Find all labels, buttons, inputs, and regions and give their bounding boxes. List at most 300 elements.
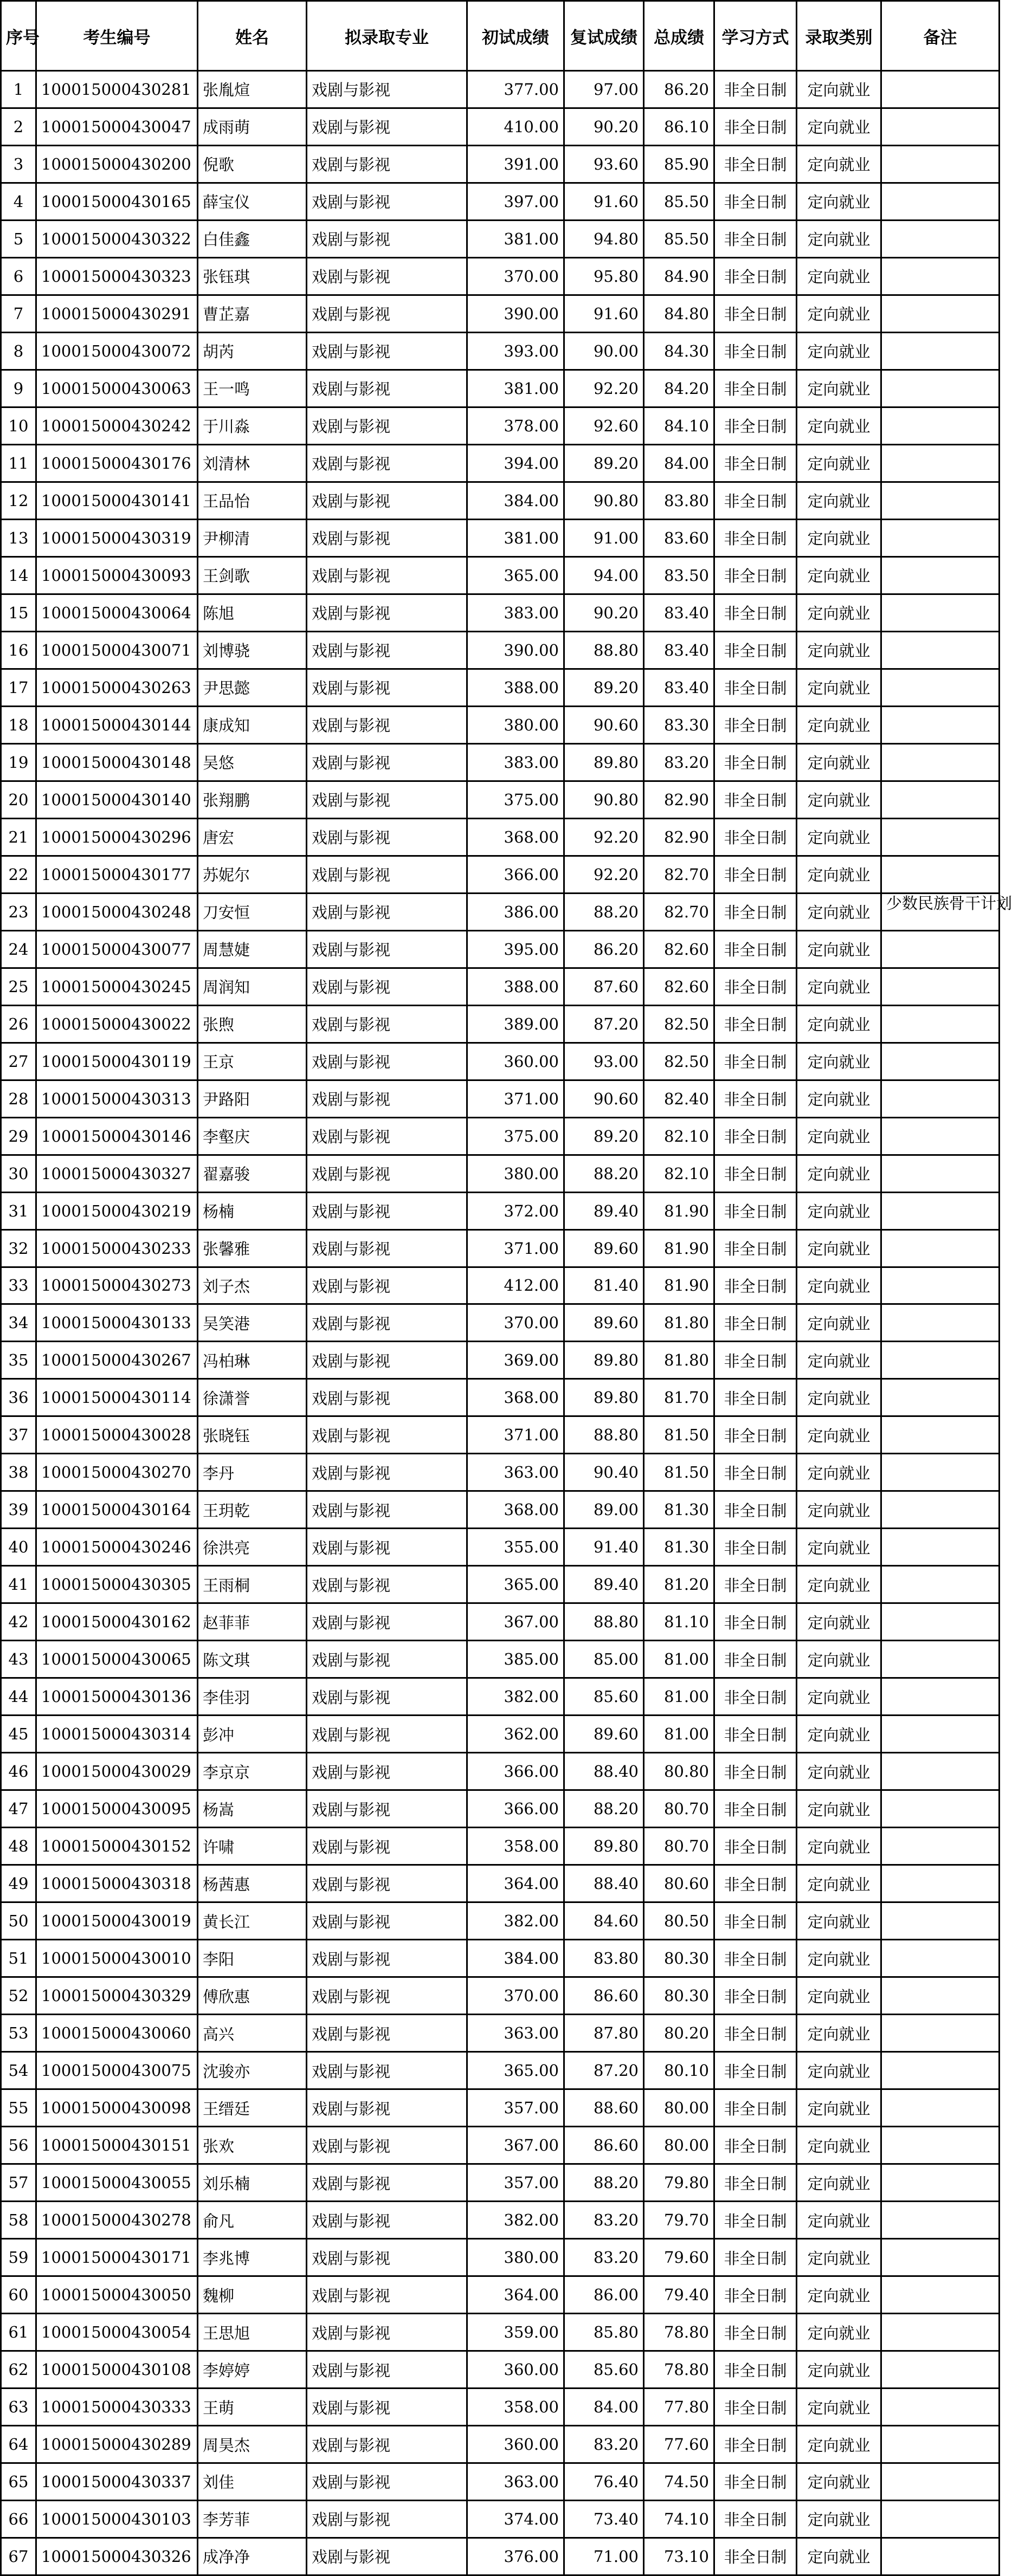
- cell-candidate-id: 100015000430063: [36, 370, 198, 407]
- cell-study-mode: 非全日制: [714, 2314, 797, 2351]
- cell-prelim-score: 370.00: [467, 257, 564, 295]
- cell-candidate-id: 100015000430246: [36, 1529, 198, 1566]
- cell-note: [881, 1753, 1000, 1790]
- cell-candidate-id: 100015000430323: [36, 257, 198, 295]
- table-row: [1, 482, 1000, 519]
- cell-category: 定向就业: [797, 295, 881, 332]
- cell-note: [881, 519, 1000, 556]
- table-row: [1, 519, 1000, 556]
- cell-prelim-score: 365.00: [467, 2052, 564, 2089]
- cell-study-mode: 非全日制: [714, 1005, 797, 1043]
- cell-major: 戏剧与影视: [307, 893, 467, 930]
- cell-candidate-id: 100015000430093: [36, 556, 198, 594]
- cell-candidate-id: 100015000430273: [36, 1267, 198, 1304]
- cell-total-score: 80.00: [644, 2089, 714, 2127]
- cell-category: 定向就业: [797, 482, 881, 519]
- cell-total-score: 83.40: [644, 631, 714, 669]
- cell-name: 李佳羽: [198, 1678, 307, 1716]
- cell-prelim-score: 367.00: [467, 1603, 564, 1641]
- cell-total-score: 80.50: [644, 1902, 714, 1940]
- cell-note: [881, 1192, 1000, 1229]
- cell-seq: 51: [1, 1940, 36, 1977]
- cell-retest-score: 89.80: [564, 1342, 644, 1379]
- table-row: [1, 2351, 1000, 2389]
- table-row: [1, 332, 1000, 370]
- cell-total-score: 81.70: [644, 1379, 714, 1416]
- cell-category: 定向就业: [797, 1379, 881, 1416]
- cell-category: 定向就业: [797, 968, 881, 1005]
- cell-study-mode: 非全日制: [714, 2389, 797, 2426]
- cell-prelim-score: 377.00: [467, 71, 564, 108]
- cell-seq: 60: [1, 2276, 36, 2314]
- cell-candidate-id: 100015000430296: [36, 818, 198, 856]
- cell-note: [881, 332, 1000, 370]
- cell-total-score: 85.50: [644, 183, 714, 220]
- cell-name: 杨嵩: [198, 1790, 307, 1828]
- cell-total-score: 83.30: [644, 706, 714, 743]
- cell-study-mode: 非全日制: [714, 1828, 797, 1865]
- cell-candidate-id: 100015000430077: [36, 930, 198, 968]
- cell-candidate-id: 100015000430054: [36, 2314, 198, 2351]
- cell-seq: 54: [1, 2052, 36, 2089]
- cell-prelim-score: 380.00: [467, 2239, 564, 2276]
- cell-candidate-id: 100015000430133: [36, 1304, 198, 1342]
- cell-study-mode: 非全日制: [714, 968, 797, 1005]
- cell-note: [881, 1902, 1000, 1940]
- cell-candidate-id: 100015000430071: [36, 631, 198, 669]
- cell-note: [881, 108, 1000, 145]
- cell-prelim-score: 358.00: [467, 2389, 564, 2426]
- cell-note: [881, 220, 1000, 257]
- cell-candidate-id: 100015000430219: [36, 1192, 198, 1229]
- cell-seq: 16: [1, 631, 36, 669]
- cell-retest-score: 91.00: [564, 519, 644, 556]
- header-retest-score: 复试成绩: [564, 1, 644, 71]
- cell-study-mode: 非全日制: [714, 220, 797, 257]
- cell-name: 刘佳: [198, 2463, 307, 2501]
- cell-prelim-score: 381.00: [467, 519, 564, 556]
- cell-study-mode: 非全日制: [714, 743, 797, 781]
- cell-note: [881, 1641, 1000, 1678]
- cell-prelim-score: 380.00: [467, 1155, 564, 1192]
- cell-total-score: 79.40: [644, 2276, 714, 2314]
- cell-candidate-id: 100015000430060: [36, 2015, 198, 2052]
- table-row: [1, 108, 1000, 145]
- table-row: [1, 1603, 1000, 1641]
- cell-name: 张煦: [198, 1005, 307, 1043]
- cell-name: 赵菲菲: [198, 1603, 307, 1641]
- cell-prelim-score: 358.00: [467, 1828, 564, 1865]
- cell-seq: 50: [1, 1902, 36, 1940]
- cell-major: 戏剧与影视: [307, 2389, 467, 2426]
- cell-prelim-score: 397.00: [467, 183, 564, 220]
- cell-prelim-score: 395.00: [467, 930, 564, 968]
- cell-prelim-score: 360.00: [467, 1043, 564, 1080]
- cell-note: [881, 1603, 1000, 1641]
- cell-seq: 24: [1, 930, 36, 968]
- cell-seq: 2: [1, 108, 36, 145]
- cell-name: 曹芷嘉: [198, 295, 307, 332]
- cell-note: [881, 2538, 1000, 2575]
- cell-seq: 13: [1, 519, 36, 556]
- cell-category: 定向就业: [797, 2463, 881, 2501]
- cell-study-mode: 非全日制: [714, 2052, 797, 2089]
- cell-major: 戏剧与影视: [307, 145, 467, 183]
- cell-study-mode: 非全日制: [714, 2164, 797, 2202]
- cell-category: 定向就业: [797, 2015, 881, 2052]
- cell-total-score: 83.60: [644, 519, 714, 556]
- cell-study-mode: 非全日制: [714, 2015, 797, 2052]
- cell-retest-score: 93.00: [564, 1043, 644, 1080]
- header-candidate-id: 考生编号: [36, 1, 198, 71]
- cell-name: 王剑歌: [198, 556, 307, 594]
- cell-candidate-id: 100015000430119: [36, 1043, 198, 1080]
- cell-total-score: 81.00: [644, 1716, 714, 1753]
- cell-candidate-id: 100015000430289: [36, 2426, 198, 2463]
- table-header: [1, 1, 1000, 71]
- header-name: 姓名: [198, 1, 307, 71]
- cell-major: 戏剧与影视: [307, 2314, 467, 2351]
- cell-seq: 53: [1, 2015, 36, 2052]
- cell-note: [881, 856, 1000, 893]
- cell-seq: 30: [1, 1155, 36, 1192]
- cell-category: 定向就业: [797, 1529, 881, 1566]
- cell-major: 戏剧与影视: [307, 1790, 467, 1828]
- cell-study-mode: 非全日制: [714, 444, 797, 482]
- cell-retest-score: 85.00: [564, 1641, 644, 1678]
- cell-prelim-score: 363.00: [467, 2015, 564, 2052]
- cell-retest-score: 91.60: [564, 295, 644, 332]
- cell-total-score: 81.20: [644, 1566, 714, 1603]
- cell-name: 周慧婕: [198, 930, 307, 968]
- cell-category: 定向就业: [797, 1566, 881, 1603]
- cell-seq: 8: [1, 332, 36, 370]
- cell-category: 定向就业: [797, 1828, 881, 1865]
- cell-study-mode: 非全日制: [714, 257, 797, 295]
- cell-category: 定向就业: [797, 1043, 881, 1080]
- cell-category: 定向就业: [797, 1790, 881, 1828]
- cell-note: [881, 1940, 1000, 1977]
- cell-major: 戏剧与影视: [307, 519, 467, 556]
- cell-candidate-id: 100015000430140: [36, 781, 198, 818]
- cell-retest-score: 89.60: [564, 1229, 644, 1267]
- cell-candidate-id: 100015000430248: [36, 893, 198, 930]
- cell-major: 戏剧与影视: [307, 743, 467, 781]
- cell-name: 吴悠: [198, 743, 307, 781]
- cell-candidate-id: 100015000430010: [36, 1940, 198, 1977]
- cell-category: 定向就业: [797, 2314, 881, 2351]
- cell-major: 戏剧与影视: [307, 781, 467, 818]
- cell-note: [881, 930, 1000, 968]
- cell-total-score: 81.50: [644, 1454, 714, 1491]
- table-row: [1, 2127, 1000, 2164]
- cell-total-score: 82.90: [644, 781, 714, 818]
- cell-category: 定向就业: [797, 1267, 881, 1304]
- table-row: [1, 1828, 1000, 1865]
- table-row: [1, 2164, 1000, 2202]
- cell-retest-score: 88.20: [564, 1790, 644, 1828]
- cell-name: 王品怡: [198, 482, 307, 519]
- cell-note: 少数民族骨干计划: [881, 893, 1000, 930]
- cell-prelim-score: 383.00: [467, 743, 564, 781]
- cell-major: 戏剧与影视: [307, 2276, 467, 2314]
- cell-category: 定向就业: [797, 370, 881, 407]
- cell-total-score: 80.60: [644, 1865, 714, 1902]
- cell-retest-score: 88.40: [564, 1753, 644, 1790]
- cell-major: 戏剧与影视: [307, 1902, 467, 1940]
- cell-study-mode: 非全日制: [714, 1865, 797, 1902]
- cell-prelim-score: 384.00: [467, 1940, 564, 1977]
- cell-candidate-id: 100015000430146: [36, 1117, 198, 1155]
- cell-major: 戏剧与影视: [307, 1117, 467, 1155]
- cell-name: 尹路阳: [198, 1080, 307, 1117]
- cell-candidate-id: 100015000430278: [36, 2202, 198, 2239]
- cell-candidate-id: 100015000430267: [36, 1342, 198, 1379]
- cell-seq: 37: [1, 1416, 36, 1454]
- header-prelim-score: 初试成绩: [467, 1, 564, 71]
- cell-major: 戏剧与影视: [307, 444, 467, 482]
- cell-candidate-id: 100015000430075: [36, 2052, 198, 2089]
- cell-prelim-score: 375.00: [467, 1117, 564, 1155]
- cell-category: 定向就业: [797, 2089, 881, 2127]
- cell-candidate-id: 100015000430065: [36, 1641, 198, 1678]
- cell-study-mode: 非全日制: [714, 1678, 797, 1716]
- cell-note: [881, 482, 1000, 519]
- table-row: [1, 1977, 1000, 2015]
- cell-major: 戏剧与影视: [307, 1080, 467, 1117]
- cell-category: 定向就业: [797, 1080, 881, 1117]
- cell-note: [881, 2052, 1000, 2089]
- cell-seq: 44: [1, 1678, 36, 1716]
- cell-retest-score: 90.60: [564, 706, 644, 743]
- cell-note: [881, 1304, 1000, 1342]
- cell-candidate-id: 100015000430165: [36, 183, 198, 220]
- table-row: [1, 407, 1000, 444]
- cell-study-mode: 非全日制: [714, 1192, 797, 1229]
- header-row: [1, 1, 1000, 71]
- cell-name: 周润知: [198, 968, 307, 1005]
- cell-category: 定向就业: [797, 556, 881, 594]
- table-row: [1, 1304, 1000, 1342]
- cell-seq: 32: [1, 1229, 36, 1267]
- cell-name: 李京京: [198, 1753, 307, 1790]
- cell-total-score: 80.80: [644, 1753, 714, 1790]
- cell-major: 戏剧与影视: [307, 2239, 467, 2276]
- cell-category: 定向就业: [797, 1491, 881, 1529]
- cell-total-score: 85.90: [644, 145, 714, 183]
- cell-candidate-id: 100015000430095: [36, 1790, 198, 1828]
- cell-candidate-id: 100015000430171: [36, 2239, 198, 2276]
- cell-study-mode: 非全日制: [714, 332, 797, 370]
- cell-name: 翟嘉骏: [198, 1155, 307, 1192]
- cell-retest-score: 81.40: [564, 1267, 644, 1304]
- cell-seq: 33: [1, 1267, 36, 1304]
- cell-name: 张晓钰: [198, 1416, 307, 1454]
- cell-study-mode: 非全日制: [714, 2239, 797, 2276]
- cell-name: 陈文琪: [198, 1641, 307, 1678]
- cell-total-score: 80.00: [644, 2127, 714, 2164]
- cell-note: [881, 1416, 1000, 1454]
- cell-seq: 11: [1, 444, 36, 482]
- cell-prelim-score: 368.00: [467, 1379, 564, 1416]
- cell-note: [881, 71, 1000, 108]
- cell-note: [881, 1716, 1000, 1753]
- cell-candidate-id: 100015000430177: [36, 856, 198, 893]
- cell-study-mode: 非全日制: [714, 1080, 797, 1117]
- cell-seq: 36: [1, 1379, 36, 1416]
- cell-major: 戏剧与影视: [307, 930, 467, 968]
- cell-prelim-score: 360.00: [467, 2351, 564, 2389]
- table-row: [1, 1342, 1000, 1379]
- table-row: [1, 183, 1000, 220]
- cell-note: [881, 2426, 1000, 2463]
- cell-candidate-id: 100015000430164: [36, 1491, 198, 1529]
- table-row: [1, 1155, 1000, 1192]
- cell-prelim-score: 363.00: [467, 1454, 564, 1491]
- cell-major: 戏剧与影视: [307, 407, 467, 444]
- table-row: [1, 1379, 1000, 1416]
- cell-candidate-id: 100015000430072: [36, 332, 198, 370]
- cell-total-score: 82.60: [644, 930, 714, 968]
- cell-retest-score: 87.20: [564, 2052, 644, 2089]
- table-row: [1, 1940, 1000, 1977]
- cell-candidate-id: 100015000430136: [36, 1678, 198, 1716]
- cell-retest-score: 86.00: [564, 2276, 644, 2314]
- cell-retest-score: 89.20: [564, 444, 644, 482]
- cell-prelim-score: 378.00: [467, 407, 564, 444]
- cell-retest-score: 88.20: [564, 1155, 644, 1192]
- cell-total-score: 82.10: [644, 1117, 714, 1155]
- cell-name: 徐洪亮: [198, 1529, 307, 1566]
- cell-category: 定向就业: [797, 1603, 881, 1641]
- cell-candidate-id: 100015000430281: [36, 71, 198, 108]
- cell-name: 张钰琪: [198, 257, 307, 295]
- cell-total-score: 86.10: [644, 108, 714, 145]
- cell-category: 定向就业: [797, 257, 881, 295]
- cell-study-mode: 非全日制: [714, 1454, 797, 1491]
- cell-retest-score: 87.20: [564, 1005, 644, 1043]
- cell-seq: 58: [1, 2202, 36, 2239]
- cell-category: 定向就业: [797, 930, 881, 968]
- cell-name: 俞凡: [198, 2202, 307, 2239]
- table-row: [1, 1267, 1000, 1304]
- cell-note: [881, 1865, 1000, 1902]
- cell-total-score: 86.20: [644, 71, 714, 108]
- cell-category: 定向就业: [797, 743, 881, 781]
- cell-total-score: 82.50: [644, 1005, 714, 1043]
- cell-retest-score: 88.80: [564, 1416, 644, 1454]
- header-category: 录取类别: [797, 1, 881, 71]
- cell-prelim-score: 381.00: [467, 220, 564, 257]
- cell-major: 戏剧与影视: [307, 1342, 467, 1379]
- cell-major: 戏剧与影视: [307, 2463, 467, 2501]
- cell-major: 戏剧与影视: [307, 1416, 467, 1454]
- cell-name: 魏柳: [198, 2276, 307, 2314]
- cell-name: 徐潇誉: [198, 1379, 307, 1416]
- table-row: [1, 893, 1000, 930]
- cell-seq: 17: [1, 669, 36, 706]
- cell-note: [881, 631, 1000, 669]
- cell-name: 王缙廷: [198, 2089, 307, 2127]
- cell-category: 定向就业: [797, 2389, 881, 2426]
- cell-candidate-id: 100015000430019: [36, 1902, 198, 1940]
- cell-category: 定向就业: [797, 1155, 881, 1192]
- cell-major: 戏剧与影视: [307, 2164, 467, 2202]
- cell-prelim-score: 380.00: [467, 706, 564, 743]
- cell-candidate-id: 100015000430064: [36, 594, 198, 631]
- cell-category: 定向就业: [797, 444, 881, 482]
- table-row: [1, 1416, 1000, 1454]
- cell-retest-score: 90.20: [564, 594, 644, 631]
- cell-study-mode: 非全日制: [714, 1043, 797, 1080]
- cell-major: 戏剧与影视: [307, 2426, 467, 2463]
- cell-prelim-score: 383.00: [467, 594, 564, 631]
- cell-prelim-score: 364.00: [467, 1865, 564, 1902]
- cell-candidate-id: 100015000430200: [36, 145, 198, 183]
- cell-prelim-score: 366.00: [467, 1790, 564, 1828]
- cell-candidate-id: 100015000430337: [36, 2463, 198, 2501]
- cell-retest-score: 88.80: [564, 1603, 644, 1641]
- cell-major: 戏剧与影视: [307, 1379, 467, 1416]
- cell-study-mode: 非全日制: [714, 930, 797, 968]
- table-row: [1, 1641, 1000, 1678]
- cell-retest-score: 85.80: [564, 2314, 644, 2351]
- cell-candidate-id: 100015000430022: [36, 1005, 198, 1043]
- cell-seq: 23: [1, 893, 36, 930]
- table-row: [1, 1080, 1000, 1117]
- cell-category: 定向就业: [797, 1977, 881, 2015]
- cell-prelim-score: 390.00: [467, 295, 564, 332]
- cell-prelim-score: 367.00: [467, 2127, 564, 2164]
- cell-seq: 64: [1, 2426, 36, 2463]
- cell-seq: 12: [1, 482, 36, 519]
- table-row: [1, 1454, 1000, 1491]
- cell-prelim-score: 382.00: [467, 1902, 564, 1940]
- cell-name: 王京: [198, 1043, 307, 1080]
- cell-name: 刘子杰: [198, 1267, 307, 1304]
- cell-note: [881, 556, 1000, 594]
- cell-name: 薛宝仪: [198, 183, 307, 220]
- cell-note: [881, 2276, 1000, 2314]
- table-row: [1, 2426, 1000, 2463]
- cell-total-score: 77.80: [644, 2389, 714, 2426]
- cell-retest-score: 84.60: [564, 1902, 644, 1940]
- cell-prelim-score: 370.00: [467, 1977, 564, 2015]
- table-row: [1, 743, 1000, 781]
- cell-prelim-score: 388.00: [467, 968, 564, 1005]
- cell-category: 定向就业: [797, 1865, 881, 1902]
- cell-note: [881, 1117, 1000, 1155]
- cell-retest-score: 92.20: [564, 370, 644, 407]
- cell-total-score: 81.90: [644, 1267, 714, 1304]
- table-row: [1, 706, 1000, 743]
- cell-study-mode: 非全日制: [714, 1603, 797, 1641]
- cell-prelim-score: 371.00: [467, 1080, 564, 1117]
- table-row: [1, 1491, 1000, 1529]
- cell-study-mode: 非全日制: [714, 1229, 797, 1267]
- cell-note: [881, 444, 1000, 482]
- cell-note: [881, 1342, 1000, 1379]
- cell-category: 定向就业: [797, 2127, 881, 2164]
- cell-study-mode: 非全日制: [714, 2089, 797, 2127]
- cell-total-score: 78.80: [644, 2314, 714, 2351]
- cell-retest-score: 92.60: [564, 407, 644, 444]
- cell-category: 定向就业: [797, 183, 881, 220]
- cell-total-score: 81.80: [644, 1342, 714, 1379]
- cell-seq: 61: [1, 2314, 36, 2351]
- cell-note: [881, 2164, 1000, 2202]
- table-row: [1, 2015, 1000, 2052]
